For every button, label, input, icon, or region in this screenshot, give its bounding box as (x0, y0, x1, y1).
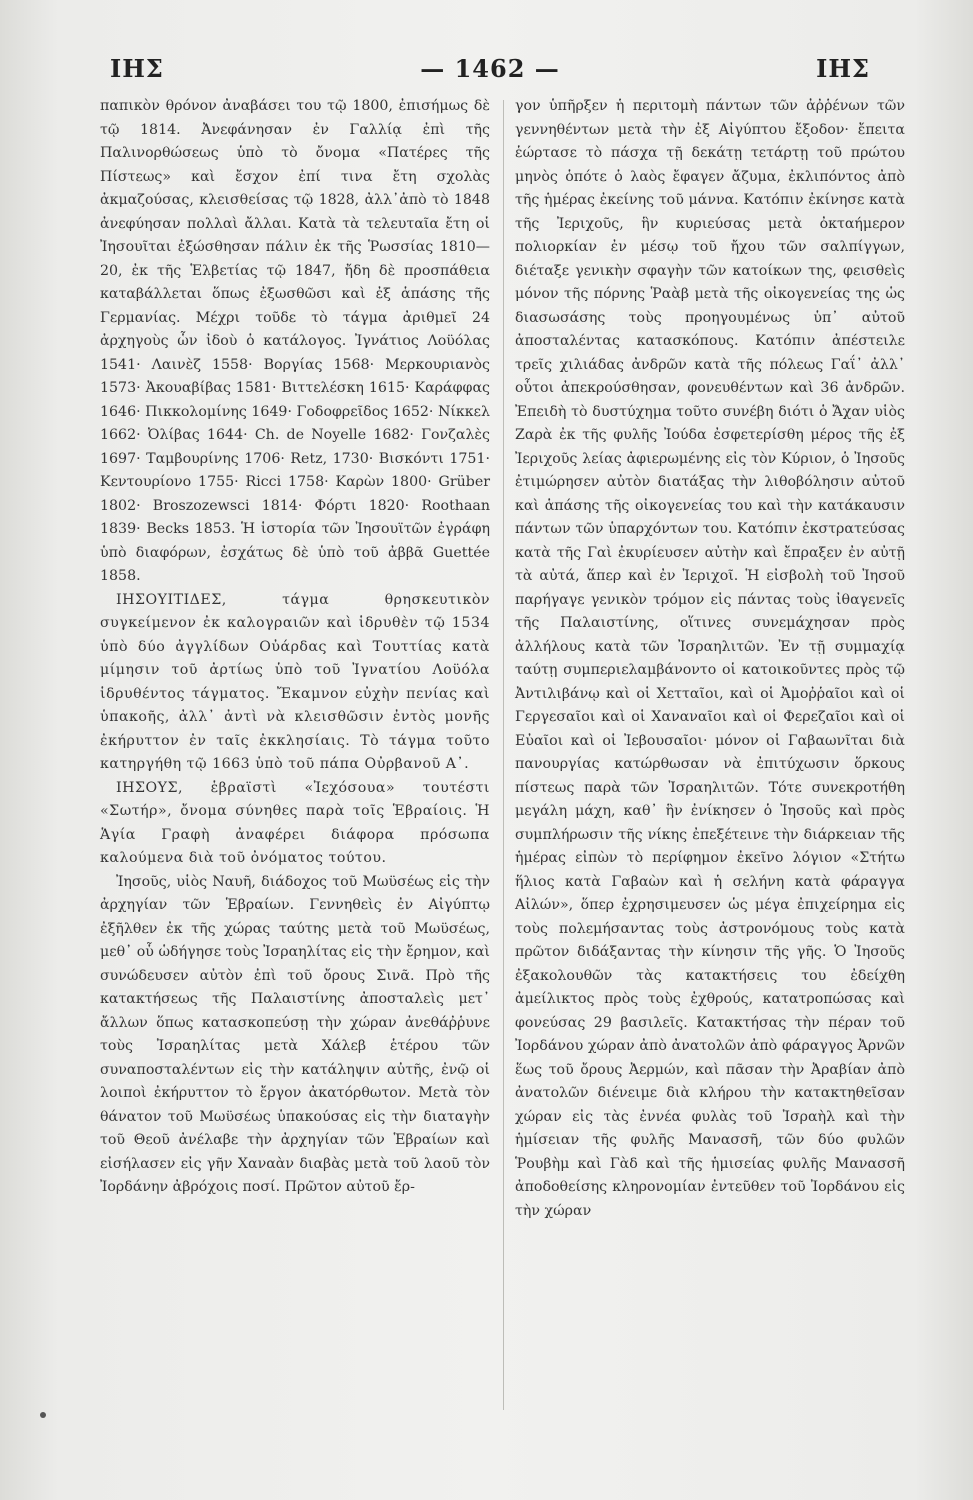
left-column (100, 95, 490, 1200)
page-number: — 1462 — (420, 53, 560, 83)
paragraph-jesuits-continued: παπικὸν θρόνον ἀναβάσει του τῷ 1800, ἐπισήμως δὲ τῷ 1814. Ἀνεφάνησαν ἐν Γαλλίᾳ ἐπὶ τῆς Παλινορθώσεως ὑπὸ τὸ ὄνομα «Πατέρες τῆς Πίστεως» καὶ ἔσχον ἐπί τινα ἔτη σχολὰς ἀκμαζούσας, κλεισθείσας τῷ 1828, ἀλλ᾿ἀπὸ τὸ 1848 ἀνεφύησαν πολλαὶ ἄλλαι. Κατὰ τὰ τελευταῖα ἔτη οἱ Ἰησουῖται ἐξώσθησαν πάλιν ἐκ τῆς Ῥωσσίας 1810—20, ἐκ τῆς Ἑλβετίας τῷ 1847, ἤδη δὲ προσπάθεια καταβάλλεται ὅπως ἐξωσθῶσι καὶ ἐξ ἁπάσης τῆς Γερμανίας. Μέχρι τοῦδε τὸ τάγμα ἀριθμεῖ 24 ἀρχηγοὺς ὧν ἰδοὺ ὁ κατάλογος. Ἰγνάτιος Λοϋόλας 1541· Λαινὲζ 1558· Βοργίας 1568· Μερκουριανὸς 1573· Ἀκουαβίβας 1581· Βιττελέσκη 1615· Καράφφας 1646· Πικκολομίνης 1649· Γοδοφρεῖδος 1652· Νίκκελ 1662· Ὀλίβας 1644· Ch. de Noyelle 1682· Γονζαλὲς 1697· Ταμβουρίνης 1706· Retz, 1730· Βισκόντι 1751· Κεντουρίονο 1755· Ricci 1758· Καρὼν 1800· Grüber 1802· Broszozewsci 1814· Φόρτι 1820· Roothaan 1839· Becks 1853. Ἡ ἱστορία τῶν Ἰησουϊτῶν ἐγράφη ὑπὸ διαφόρων, ἐσχάτως δὲ ὑπὸ τοῦ ἀββᾶ Guettée 1858. (100, 98, 490, 584)
entry-iesous: ΙΗΣΟΥΣ, ἑβραϊστὶ «Ἰεχόσουα» τουτέστι «Σωτήρ», ὄνομα σύνηθες παρὰ τοῖς Ἑβραίοις. Ἡ Ἁγία Γραφὴ ἀναφέρει διάφορα πρόσωπα καλούμενα διὰ τοῦ ὀνόματος τούτου. (100, 779, 490, 866)
page-header (110, 48, 870, 88)
entry-iesous-nave: Ἰησοῦς, υἱὸς Ναυῆ, διάδοχος τοῦ Μωϋσέως εἰς τὴν ἀρχηγίαν τῶν Ἑβραίων. Γεννηθεὶς ἐν Αἰγύπτῳ ἐξῆλθεν ἐκ τῆς χώρας ταύτης μετὰ τοῦ Μωϋσέως, μεθ᾿ οὗ ὡδήγησε τοὺς Ἰσραηλίτας εἰς τὴν ἔρημον, καὶ συνώδευσεν αὐτὸν ἐπὶ τοῦ ὄρους Σινᾶ. Πρὸ τῆς κατακτήσεως τῆς Παλαιστίνης ἀποσταλεὶς μετ᾿ ἄλλων ὅπως κατασκοπεύσῃ τὴν χώραν ἀνεθάῤῥυνε τοὺς Ἰσραηλίτας μετὰ Χάλεβ ἑτέρου τῶν συναποσταλέντων εἰς τὴν κατάληψιν αὐτῆς, ἐνῷ οἱ λοιποὶ ἐκήρυττον τὸ ἔργον ἀκατόρθωτον. Μετὰ τὸν θάνατον τοῦ Μωϋσέως ὑπακούσας εἰς τὴν διαταγὴν τοῦ Θεοῦ ἀνέλαβε τὴν ἀρχηγίαν τῶν Ἑβραίων καὶ εἰσήλασεν εἰς γῆν Χαναὰν διαβὰς μετὰ τοῦ λαοῦ τὸν Ἰορδάνην ἀβρόχοις ποσί. Πρῶτον αὐτοῦ ἔρ- (100, 873, 490, 1195)
header-right-keyword: ΙΗΣ (816, 53, 870, 83)
column-divider (503, 100, 504, 1410)
paragraph-joshua-continued: γον ὑπῆρξεν ἡ περιτομὴ πάντων τῶν ἀῤῥένων τῶν γεννηθέντων μετὰ τὴν ἐξ Αἰγύπτου ἔξοδον· ἔπειτα ἑώρτασε τὸ πάσχα τῇ δεκάτῃ τετάρτῃ τοῦ πρώτου μηνὸς ὁπότε ὁ λαὸς ἔφαγεν ἄζυμα, ἐκλιπόντος ἀπὸ τῆς ἡμέρας ἐκείνης τοῦ μάννα. Κατόπιν ἐκίνησε κατὰ τῆς Ἰεριχοῦς, ἣν κυριεύσας μετὰ ὀκταήμερον πολιορκίαν ἐν μέσῳ τοῦ ἤχου τῶν σαλπίγγων, διέταξε γενικὴν σφαγὴν τῶν κατοίκων της, φεισθεὶς μόνον τῆς πόρνης Ῥαὰβ μετὰ τῆς οἰκογενείας της ὡς διασωσάσης τοὺς προηγουμένως ὑπ᾿ αὐτοῦ ἀποσταλέντας κατασκόπους. Κατόπιν ἀπέστειλε τρεῖς χιλιάδας ἀνδρῶν κατὰ τῆς πόλεως Γαΐ᾿ ἀλλ᾿ οὗτοι ἀπεκρούσθησαν, φονευθέντων καὶ 36 ἀνδρῶν. Ἐπειδὴ τὸ δυστύχημα τοῦτο συνέβη διότι ὁ Ἄχαν υἱὸς Ζαρὰ ἐκ τῆς φυλῆς Ἰούδα ἐσφετερίσθη μέρος τῆς ἐξ Ἰεριχοῦς λείας ἀφιερωμένης εἰς τὸν Κύριον, ὁ Ἰησοῦς ἐτιμώρησεν αὐτὸν διατάξας τὴν λιθοβόλησιν αὐτοῦ καὶ ἁπάσης τῆς οἰκογενείας του καὶ τὴν κατάκαυσιν πάντων τῶν ὑπαρχόντων του. Κατόπιν ἐκστρατεύσας κατὰ τῆς Γαὶ ἐκυρίευσεν αὐτὴν καὶ ἔπραξεν ἐν αὐτῇ τὰ αὐτά, ἅπερ καὶ ἐν Ἰεριχοῖ. Ἡ εἰσβολὴ τοῦ Ἰησοῦ παρήγαγε γενικὸν τρόμον εἰς πάντας τοὺς ἰθαγενεῖς τῆς Παλαιστίνης, οἵτινες συνεμάχησαν πρὸς ἀλλήλους κατὰ τῶν Ἰσραηλιτῶν. Ἐν τῇ συμμαχίᾳ ταύτῃ συμπεριελαμβάνοντο οἱ κατοικοῦντες πρὸς τῷ Ἀντιλιβάνῳ καὶ οἱ Χετταῖοι, καὶ οἱ Ἀμοῤῥαῖοι καὶ οἱ Γεργεσαῖοι καὶ οἱ Χαναναῖοι καὶ οἱ Φερεζαῖοι καὶ οἱ Εὐαῖοι καὶ οἱ Ἰεβουσαῖοι· μόνον οἱ Γαβαωνῖται διὰ πανουργίας κατώρθωσαν νὰ ἐπιτύχωσιν ὅρκους πίστεως παρὰ τῶν Ἰσραηλιτῶν. Τότε συνεκροτήθη μεγάλη μάχη, καθ᾿ ἣν ἐνίκησεν ὁ Ἰησοῦς καὶ πρὸς συμπλήρωσιν τῆς νίκης ἐπεξέτεινε τὴν διάρκειαν τῆς ἡμέρας εἰπὼν τὸ περίφημον ἐκεῖνο λόγιον «Στήτω ἥλιος κατὰ Γαβαὼν καὶ ἡ σελήνη κατὰ φάραγγα Αἰλών», ὅπερ ἐχρησιμευσεν ὡς μέγα ἐπιχείρημα εἰς τοὺς πολεμήσαντας τοὺς ἀστρονόμους τοὺς κατὰ πρῶτον διδάξαντας τὴν κίνησιν τῆς γῆς. Ὁ Ἰησοῦς ἐξακολουθῶν τὰς κατακτήσεις του ἐδείχθη ἀμείλικτος πρὸς τοὺς ἐχθρούς, κατατροπώσας καὶ φονεύσας 29 βασιλεῖς. Κατακτήσας τὴν πέραν τοῦ Ἰορδάνου χώραν ἀπὸ ἀνατολῶν ἀπὸ φάραγγος Ἀρνῶν ἕως τοῦ ὄρους Ἀερμών, καὶ πᾶσαν τὴν Ἀραβίαν ἀπὸ ἀνατολῶν διένειμε διὰ κλήρου τὴν κατακτηθεῖσαν χώραν εἰς τὰς ἐννέα φυλὰς τοῦ Ἰσραὴλ καὶ τὴν ἡμίσειαν τῆς φυλῆς Μανασσῆ, τῶν δύο φυλῶν Ῥουβὴμ καὶ Γὰδ καὶ τῆς ἡμισείας φυλῆς Μανασσῆ ἀποδοθείσης κληρονομίαν ἐντεῦθεν τοῦ Ἰορδάνου εἰς τὴν χώραν (515, 98, 905, 1219)
header-left-keyword: ΙΗΣ (110, 53, 164, 83)
entry-iesouitides: ΙΗΣΟΥΙΤΙΔΕΣ, τάγμα θρησκευτικὸν συγκείμενον ἐκ καλογραιῶν καὶ ἱδρυθὲν τῷ 1534 ὑπὸ δύο ἀγγλίδων Οὐάρδας καὶ Τουττίας κατὰ μίμησιν τοῦ ἀρτίως ὑπὸ τοῦ Ἰγνατίου Λοϋόλα ἱδρυθέντος τάγματος. Ἔκαμνον εὐχὴν πενίας καὶ ὑπακοῆς, ἀλλ᾿ ἀντὶ νὰ κλεισθῶσιν ἐντὸς μονῆς ἐκήρυττον ἐν ταῖς ἐκκλησίαις. Τὸ τάγμα τοῦτο κατηργήθη τῷ 1663 ὑπὸ τοῦ πάπα Οὐρβανοῦ Α᾿. (100, 591, 490, 772)
margin-mark (40, 1412, 46, 1418)
right-column (515, 95, 905, 1223)
